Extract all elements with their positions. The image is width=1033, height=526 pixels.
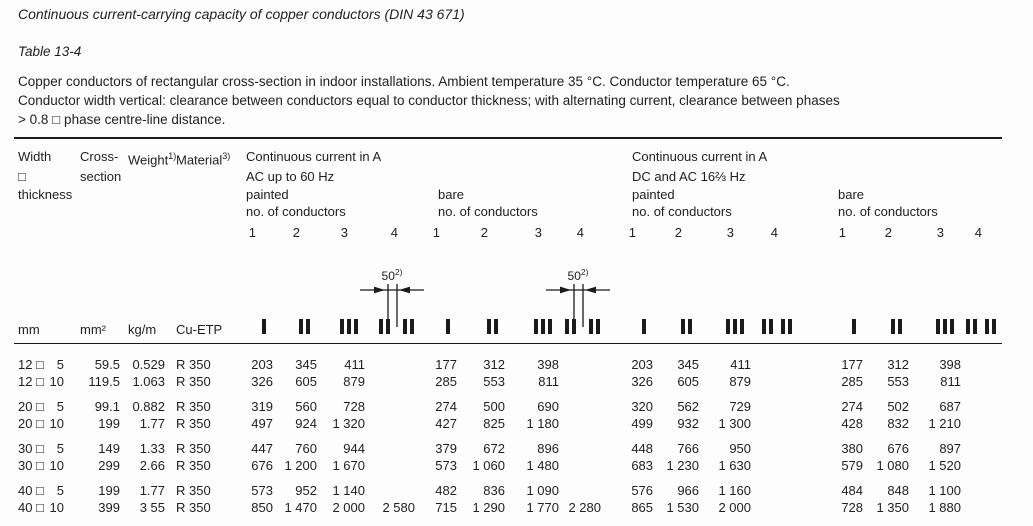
current-value: 502 [887, 399, 910, 415]
dimension-arrows-icon [546, 283, 610, 327]
current-value: 482 [435, 483, 457, 499]
unit-material: Cu-ETP [170, 245, 236, 344]
spacer [798, 432, 814, 457]
current-value: 832 [887, 416, 910, 432]
row-size [14, 373, 78, 390]
size-separator-box: □ [36, 483, 44, 499]
table-row [14, 344, 1002, 374]
current-value: 447 [251, 441, 273, 457]
group-subtitle-ac: AC up to 60 Hz [246, 169, 335, 185]
current-value: 398 [939, 357, 962, 373]
size-width: 12 [18, 374, 33, 390]
current-value [754, 432, 798, 457]
row-material: R 350 [176, 441, 211, 457]
current-value: 326 [251, 374, 273, 390]
current-value: 1 200 [284, 458, 317, 474]
dimension-label: 50$^{2)}$ [567, 267, 589, 284]
conductor-icon-4 [964, 245, 1002, 344]
subgroup-finish-label: painted [246, 187, 289, 203]
spacer [418, 499, 430, 526]
current-value: 1 520 [928, 458, 962, 474]
current-value: 729 [729, 399, 752, 415]
conductor-icon-3 [912, 245, 964, 344]
current-value: 811 [940, 374, 962, 390]
current-value: 500 [483, 399, 505, 415]
current-value [562, 344, 604, 374]
spacer [604, 457, 622, 474]
current-value [754, 457, 798, 474]
current-value: 2 280 [568, 500, 602, 516]
spacer [418, 390, 430, 415]
row-weight: 1.77 [139, 416, 165, 432]
current-value: 326 [631, 374, 654, 390]
spacer [604, 432, 622, 457]
table-row [14, 499, 1002, 526]
row-weight: 2.66 [139, 458, 165, 474]
current-value: 2 580 [382, 500, 415, 516]
size-separator-box: □ [36, 458, 44, 474]
current-value: 944 [343, 441, 365, 457]
table-body [14, 344, 1002, 526]
row-material: R 350 [176, 399, 211, 415]
current-value [562, 373, 604, 390]
current-value [562, 457, 604, 474]
current-value [964, 499, 1002, 526]
size-width: 40 [18, 500, 33, 516]
current-value: 924 [295, 416, 317, 432]
conductor-count: 3 [534, 225, 542, 241]
col-header-cross: Cross- [80, 149, 119, 164]
row-material: R 350 [176, 374, 211, 390]
current-value: 687 [939, 399, 962, 415]
current-value: 285 [841, 374, 864, 390]
current-value: 811 [538, 374, 559, 390]
conductor-count: 1 [628, 225, 637, 241]
spacer [798, 457, 814, 474]
current-value: 672 [483, 441, 505, 457]
current-value: 312 [483, 357, 505, 373]
conductor-count: 3 [726, 225, 735, 241]
current-value [964, 432, 1002, 457]
current-value: 448 [631, 441, 654, 457]
col-header-thickness: thickness [18, 187, 73, 203]
spacer [604, 474, 622, 499]
conductor-icon-4 [754, 245, 798, 344]
current-value [368, 457, 418, 474]
current-value [754, 344, 798, 374]
conductor-icon-2 [656, 245, 702, 344]
current-value: 320 [631, 399, 654, 415]
conductors-label: no. of conductors [838, 204, 938, 220]
size-separator-box: □ [36, 500, 44, 516]
current-value: 2 000 [718, 500, 752, 516]
col-header-weight: Weight$^{1)}$ [128, 151, 177, 168]
size-separator-box: □ [36, 416, 44, 432]
row-cross-section: 119.5 [88, 374, 120, 390]
current-value: 896 [537, 441, 559, 457]
spacer [604, 415, 622, 432]
current-value [368, 390, 418, 415]
current-value: 560 [295, 399, 317, 415]
col-header-width: Width [18, 149, 52, 164]
current-value: 2 000 [332, 500, 365, 516]
conductor-icon-2 [460, 245, 508, 344]
current-value: 897 [939, 441, 962, 457]
size-separator-box: □ [36, 374, 44, 390]
row-weight: 0.882 [132, 399, 165, 415]
col-header-section: section [80, 169, 122, 185]
row-weight: 1.77 [139, 483, 165, 499]
conductor-count: 3 [340, 225, 348, 241]
current-value: 1 140 [332, 483, 365, 499]
current-value [964, 344, 1002, 374]
current-value: 177 [841, 357, 864, 373]
current-value: 573 [251, 483, 273, 499]
table-label: Table 13-4 [18, 44, 82, 59]
current-value: 177 [435, 357, 457, 373]
conductor-icon-1 [430, 245, 460, 344]
unit-size: mm [14, 245, 78, 344]
current-value: 850 [251, 500, 273, 516]
current-value: 1 300 [718, 416, 752, 432]
size-thickness: 10 [49, 500, 64, 516]
current-value: 1 180 [526, 416, 559, 432]
dimension-label: 50$^{2)}$ [381, 267, 403, 284]
current-value: 766 [677, 441, 700, 457]
current-value: 683 [631, 458, 654, 474]
current-value: 950 [729, 441, 752, 457]
row-material: R 350 [176, 416, 211, 432]
current-value: 573 [435, 458, 457, 474]
subgroup-finish-label: bare [838, 187, 865, 203]
current-value: 728 [343, 399, 365, 415]
dimension-arrows-icon [360, 283, 424, 327]
current-value: 966 [677, 483, 700, 499]
spacer [418, 474, 430, 499]
conductor-count: 2 [292, 225, 300, 241]
conductor-icon-1 [622, 245, 656, 344]
spacer [798, 390, 814, 415]
conductor-count: 4 [770, 225, 779, 241]
current-value [754, 415, 798, 432]
current-value: 428 [841, 416, 864, 432]
spacer [418, 432, 430, 457]
conductor-count: 1 [248, 225, 256, 241]
row-weight: 0.529 [132, 357, 165, 373]
current-value: 1 630 [718, 458, 752, 474]
row-size [14, 432, 78, 457]
spacer [418, 415, 430, 432]
current-value: 553 [887, 374, 910, 390]
row-size [14, 457, 78, 474]
current-value: 715 [435, 500, 457, 516]
size-thickness: 5 [56, 357, 64, 373]
table-row [14, 390, 1002, 415]
current-value: 879 [343, 374, 365, 390]
row-cross-section: 299 [98, 458, 120, 474]
row-weight: 1.33 [139, 441, 165, 457]
conductor-count: 2 [480, 225, 488, 241]
size-thickness: 10 [49, 416, 64, 432]
dimension-50-annotation [360, 266, 424, 331]
size-thickness: 10 [49, 458, 64, 474]
size-width: 12 [18, 357, 33, 373]
description-line: Conductor width vertical: clearance between conductors equal to conductor thickness; with alternating current, clearance between phases [18, 93, 840, 108]
current-value: 605 [295, 374, 317, 390]
size-width: 30 [18, 458, 33, 474]
spacer [798, 474, 814, 499]
row-material: R 350 [176, 357, 211, 373]
current-value [368, 432, 418, 457]
current-value: 1 350 [876, 500, 910, 516]
current-value: 576 [631, 483, 654, 499]
current-value: 1 670 [332, 458, 365, 474]
current-value: 676 [887, 441, 910, 457]
size-width: 20 [18, 416, 33, 432]
size-separator-box: □ [36, 357, 44, 373]
current-value [368, 415, 418, 432]
size-thickness: 5 [56, 399, 64, 415]
size-thickness: 5 [56, 441, 64, 457]
current-value: 398 [537, 357, 559, 373]
spacer [798, 499, 814, 526]
current-value: 380 [841, 441, 864, 457]
current-value: 1 210 [928, 416, 962, 432]
current-value: 1 100 [928, 483, 962, 499]
current-value: 499 [631, 416, 654, 432]
row-cross-section: 59.5 [94, 357, 120, 373]
current-value: 345 [295, 357, 317, 373]
table-row [14, 474, 1002, 499]
spacer [418, 457, 430, 474]
conductor-icon-2 [866, 245, 912, 344]
current-value [964, 474, 1002, 499]
row-cross-section: 99.1 [94, 399, 120, 415]
col-header-material: Material$^{3)}$ [176, 151, 231, 168]
current-value [562, 415, 604, 432]
conductor-count: 1 [838, 225, 847, 241]
current-value: 952 [295, 483, 317, 499]
dimension-50-annotation [546, 266, 610, 331]
size-thickness: 10 [49, 374, 64, 390]
current-value: 285 [435, 374, 457, 390]
current-value: 879 [729, 374, 752, 390]
row-cross-section: 199 [98, 483, 120, 499]
conductor-count: 3 [936, 225, 945, 241]
table-row [14, 432, 1002, 457]
table-header [14, 138, 1002, 344]
current-value [964, 390, 1002, 415]
spacer [604, 499, 622, 526]
conductors-label: no. of conductors [246, 204, 346, 220]
current-value [754, 499, 798, 526]
group-title-ac: Continuous current in A [246, 149, 382, 164]
current-value: 836 [483, 483, 505, 499]
group-subtitle-dc: DC and AC 16⅔ Hz [632, 169, 746, 185]
current-value: 1 160 [718, 483, 752, 499]
unit-cross: mm² [78, 245, 124, 344]
current-value: 676 [251, 458, 273, 474]
current-value: 1 480 [526, 458, 559, 474]
current-value: 411 [730, 357, 752, 373]
conductor-icon-3 [702, 245, 754, 344]
current-value: 319 [251, 399, 273, 415]
row-material: R 350 [176, 500, 211, 516]
current-value: 825 [483, 416, 505, 432]
current-value: 1 290 [472, 500, 505, 516]
row-cross-section: 149 [98, 441, 120, 457]
main-table-wrapper [14, 137, 1002, 526]
current-value: 579 [841, 458, 864, 474]
current-value: 345 [677, 357, 700, 373]
width-thickness-box: □ [18, 169, 26, 185]
spacer [604, 390, 622, 415]
row-material: R 350 [176, 483, 211, 499]
size-width: 40 [18, 483, 33, 499]
spacer [798, 415, 814, 432]
conductor-count: 4 [974, 225, 983, 241]
table-row [14, 415, 1002, 432]
group-title-dc: Continuous current in A [632, 149, 768, 164]
conductors-label: no. of conductors [438, 204, 538, 220]
current-value: 605 [677, 374, 700, 390]
unit-weight: kg/m [124, 245, 170, 344]
row-size [14, 390, 78, 415]
main-table [14, 137, 1002, 526]
current-value: 553 [483, 374, 505, 390]
current-value: 1 470 [284, 500, 317, 516]
current-value [562, 474, 604, 499]
current-value: 497 [251, 416, 273, 432]
table-description [18, 72, 840, 129]
current-value: 865 [631, 500, 654, 516]
conductor-icon-4 [562, 245, 604, 344]
row-size [14, 499, 78, 526]
spacer [418, 344, 430, 374]
current-value: 1 530 [666, 500, 700, 516]
current-value [964, 457, 1002, 474]
page-title: Continuous current-carrying capacity of copper conductors (DIN 43 671) [18, 6, 465, 22]
current-value: 1 060 [472, 458, 505, 474]
size-separator-box: □ [36, 399, 44, 415]
current-value [368, 344, 418, 374]
current-value: 1 320 [332, 416, 365, 432]
spacer [798, 373, 814, 390]
size-width: 20 [18, 399, 33, 415]
size-thickness: 5 [56, 483, 64, 499]
conductor-count: 2 [884, 225, 893, 241]
spacer [604, 344, 622, 374]
current-value [754, 390, 798, 415]
conductor-count: 1 [432, 225, 440, 241]
current-value [368, 373, 418, 390]
row-size [14, 344, 78, 374]
current-value [754, 373, 798, 390]
row-weight: 3 55 [139, 500, 165, 516]
current-value [368, 474, 418, 499]
current-value: 203 [251, 357, 273, 373]
row-cross-section: 199 [98, 416, 120, 432]
description-line: > 0.8 □ phase centre-line distance. [18, 112, 226, 127]
current-value: 312 [887, 357, 910, 373]
current-value: 203 [631, 357, 654, 373]
conductor-icon-1 [236, 245, 276, 344]
current-value: 411 [344, 357, 365, 373]
table-row [14, 457, 1002, 474]
spacer [798, 344, 814, 374]
current-value: 1 770 [526, 500, 559, 516]
conductor-count: 4 [576, 225, 585, 241]
subgroup-finish-label: bare [438, 187, 465, 203]
conductor-icon-1 [814, 245, 866, 344]
current-value: 932 [677, 416, 700, 432]
size-width: 30 [18, 441, 33, 457]
current-value: 1 230 [666, 458, 700, 474]
row-cross-section: 399 [98, 500, 120, 516]
current-value: 379 [435, 441, 457, 457]
spacer [418, 373, 430, 390]
current-value: 274 [435, 399, 457, 415]
conductor-icon-4 [368, 245, 418, 344]
row-material: R 350 [176, 458, 211, 474]
row-size [14, 474, 78, 499]
current-value [964, 415, 1002, 432]
current-value: 848 [887, 483, 910, 499]
current-value [562, 390, 604, 415]
current-value [964, 373, 1002, 390]
current-value: 427 [435, 416, 457, 432]
current-value: 728 [841, 500, 864, 516]
conductor-icon-2 [276, 245, 320, 344]
conductors-label: no. of conductors [632, 204, 732, 220]
subgroup-finish-label: painted [632, 187, 675, 203]
current-value: 1 080 [876, 458, 910, 474]
current-value: 484 [841, 483, 864, 499]
current-value [562, 432, 604, 457]
description-line: Copper conductors of rectangular cross-section in indoor installations. Ambient temperature 35 °C. Conductor temperature 65 °C. [18, 74, 790, 89]
size-separator-box: □ [36, 441, 44, 457]
row-size [14, 415, 78, 432]
table-row [14, 373, 1002, 390]
spacer [604, 373, 622, 390]
current-value: 760 [295, 441, 317, 457]
conductor-count: 2 [674, 225, 683, 241]
current-value: 562 [677, 399, 700, 415]
current-value: 1 880 [928, 500, 962, 516]
row-weight: 1.063 [132, 374, 165, 390]
current-value: 1 090 [526, 483, 559, 499]
current-value [754, 474, 798, 499]
current-value: 690 [537, 399, 559, 415]
conductor-count: 4 [390, 225, 398, 241]
current-value: 274 [841, 399, 864, 415]
